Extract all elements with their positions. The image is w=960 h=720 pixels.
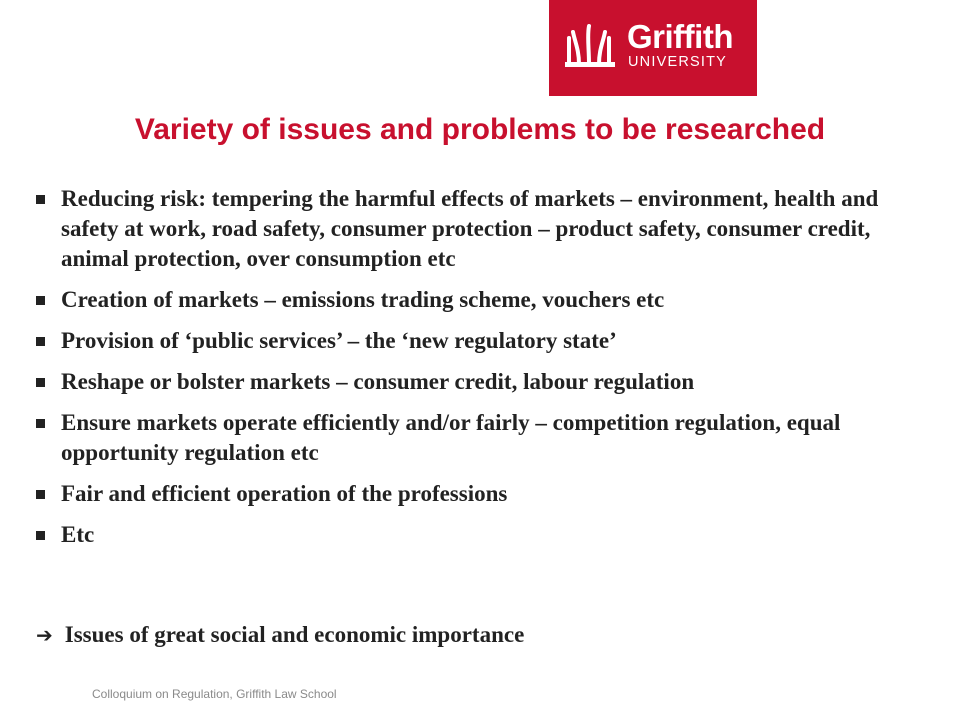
bullet-item bbox=[36, 408, 936, 468]
bullet-item bbox=[36, 520, 936, 550]
bullet-item bbox=[36, 367, 936, 397]
bullet-text: Provision of ‘public services’ – the ‘new regulatory state’ bbox=[61, 328, 617, 353]
square-bullet-icon bbox=[36, 296, 45, 305]
square-bullet-icon bbox=[36, 378, 45, 387]
conclusion-text: Issues of great social and economic importance bbox=[64, 622, 525, 647]
bullet-text: Etc bbox=[61, 522, 95, 547]
bullet-text: Creation of markets – emissions trading scheme, vouchers etc bbox=[61, 287, 665, 312]
griffith-logo bbox=[549, 0, 757, 96]
bullet-item bbox=[36, 285, 936, 315]
slide-footer: Colloquium on Regulation, Griffith Law School bbox=[92, 687, 337, 701]
bullet-text: Reshape or bolster markets – consumer credit, labour regulation bbox=[61, 369, 695, 394]
bullet-item bbox=[36, 184, 936, 274]
slide-title: Variety of issues and problems to be researched bbox=[134, 113, 826, 146]
square-bullet-icon bbox=[36, 419, 45, 428]
bullet-item bbox=[36, 326, 936, 356]
griffith-emblem-icon bbox=[563, 24, 619, 68]
square-bullet-icon bbox=[36, 195, 45, 204]
right-arrow-icon: ➔ bbox=[36, 623, 53, 647]
bullet-list bbox=[36, 184, 936, 561]
bullet-item bbox=[36, 479, 936, 509]
bullet-text: Reducing risk: tempering the harmful effects of markets – environment, health and safety at work, road safety, consumer protection – product safety, consumer credit, animal protection, over consumption etc bbox=[61, 186, 879, 271]
bullet-text: Ensure markets operate efficiently and/or fairly – competition regulation, equal opportunity regulation etc bbox=[61, 410, 841, 465]
square-bullet-icon bbox=[36, 337, 45, 346]
conclusion-line bbox=[36, 620, 524, 650]
logo-wordmark: Griffith bbox=[627, 18, 733, 55]
bullet-text: Fair and efficient operation of the professions bbox=[61, 481, 508, 506]
square-bullet-icon bbox=[36, 531, 45, 540]
square-bullet-icon bbox=[36, 490, 45, 499]
logo-subtitle: UNIVERSITY bbox=[628, 54, 728, 70]
